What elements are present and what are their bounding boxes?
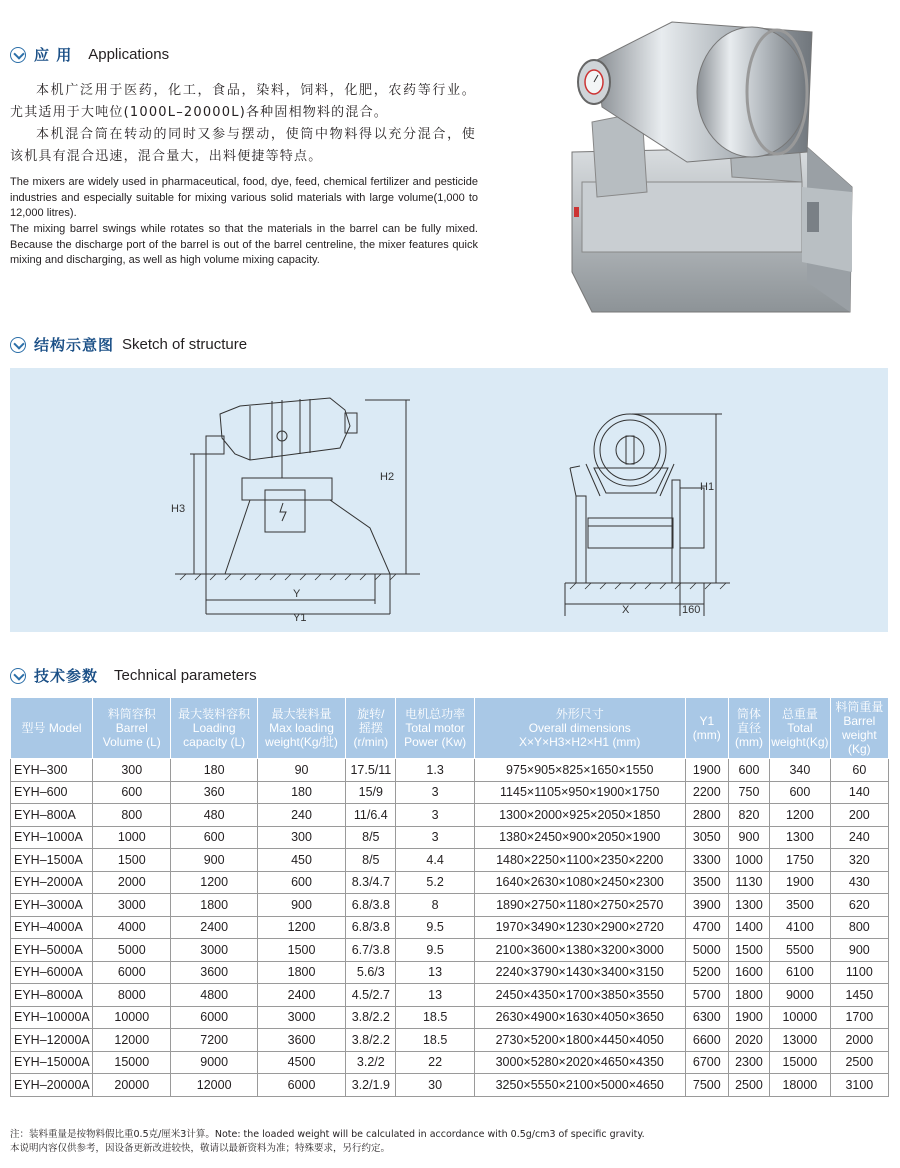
table-row [11, 894, 889, 917]
model-cell: EYH–300 [11, 759, 93, 782]
table-cell: 3.2/1.9 [346, 1074, 396, 1097]
column-header-line: 料筒容积 [107, 707, 156, 721]
model-cell: EYH–3000A [11, 894, 93, 917]
table-cell: 90 [257, 759, 345, 782]
column-header-line: weight (Kg) [842, 728, 877, 756]
applications-cn-paragraph-2: 本机混合筒在转动的同时又参与摆动，使筒中物料得以充分混合，使该机具有混合迅速，混合量大，出料便捷等特点。 [10, 127, 476, 164]
table-cell: 3000×5280×2020×4650×4350 [474, 1051, 685, 1074]
table-row [11, 804, 889, 827]
table-cell: 3100 [830, 1074, 888, 1097]
column-header [257, 698, 345, 759]
table-cell: 4800 [171, 984, 257, 1007]
table-cell: 240 [257, 804, 345, 827]
applications-heading-cn: 应 用 [34, 46, 73, 64]
table-cell: 900 [257, 894, 345, 917]
table-row [11, 1074, 889, 1097]
table-cell: 20000 [93, 1074, 171, 1097]
model-cell: EYH–12000A [11, 1029, 93, 1052]
table-cell: 1970×3490×1230×2900×2720 [474, 916, 685, 939]
column-header [171, 698, 257, 759]
table-cell: 1800 [171, 894, 257, 917]
table-cell: 3000 [171, 939, 257, 962]
applications-heading-en: Applications [88, 46, 170, 63]
table-cell: 3600 [171, 961, 257, 984]
technical-parameters-table [10, 697, 889, 1097]
table-cell: 15000 [770, 1051, 831, 1074]
table-cell: 1600 [728, 961, 769, 984]
table-cell: 5200 [685, 961, 728, 984]
table-cell: 3600 [257, 1029, 345, 1052]
column-header-line: X×Y×H3×H2×H1 (mm) [519, 735, 641, 749]
technical-heading-cn: 技术参数 [34, 667, 99, 685]
table-cell: 340 [770, 759, 831, 782]
label-160: 160 [682, 604, 701, 616]
table-cell: 2000 [830, 1029, 888, 1052]
table-cell: 1130 [728, 871, 769, 894]
model-cell: EYH–2000A [11, 871, 93, 894]
table-header-row [11, 698, 889, 759]
table-cell: 11/6.4 [346, 804, 396, 827]
table-cell: 2300 [728, 1051, 769, 1074]
model-cell: EYH–6000A [11, 961, 93, 984]
applications-cn-paragraph-1: 本机广泛用于医药，化工，食品，染料，饲料，化肥，农药等行业。尤其适用于大吨位(1000L–20000L)各种固相物料的混合。 [10, 83, 476, 120]
table-cell: 3900 [685, 894, 728, 917]
table-cell: 4.4 [396, 849, 474, 872]
table-cell: 2000 [93, 871, 171, 894]
table-cell: 3.2/2 [346, 1051, 396, 1074]
model-cell: EYH–15000A [11, 1051, 93, 1074]
table-cell: 8.3/4.7 [346, 871, 396, 894]
table-cell: 3500 [685, 871, 728, 894]
section-check-icon [10, 47, 26, 63]
column-header-line: 最大装料容积 [178, 707, 251, 721]
table-cell: 480 [171, 804, 257, 827]
technical-heading [10, 665, 257, 686]
column-header-line: Total [787, 721, 813, 735]
column-header-line: 最大装料量 [271, 707, 332, 721]
model-cell: EYH–20000A [11, 1074, 93, 1097]
table-cell: 975×905×825×1650×1550 [474, 759, 685, 782]
column-header-line: Y1 [699, 714, 715, 728]
table-row [11, 849, 889, 872]
table-cell: 10000 [770, 1006, 831, 1029]
table-cell: 3250×5550×2100×5000×4650 [474, 1074, 685, 1097]
table-cell: 9000 [171, 1051, 257, 1074]
table-cell: 200 [830, 804, 888, 827]
label-x: X [622, 604, 630, 616]
model-cell: EYH–800A [11, 804, 93, 827]
table-cell: 2020 [728, 1029, 769, 1052]
table-cell: 9.5 [396, 916, 474, 939]
table-cell: 1480×2250×1100×2350×2200 [474, 849, 685, 872]
table-cell: 2200 [685, 781, 728, 804]
table-cell: 9.5 [396, 939, 474, 962]
table-cell: 12000 [93, 1029, 171, 1052]
column-header [396, 698, 474, 759]
table-cell: 600 [171, 826, 257, 849]
table-cell: 22 [396, 1051, 474, 1074]
model-cell: EYH–1500A [11, 849, 93, 872]
table-cell: 5.6/3 [346, 961, 396, 984]
table-cell: 13000 [770, 1029, 831, 1052]
table-row [11, 916, 889, 939]
table-cell: 180 [171, 759, 257, 782]
table-row [11, 781, 889, 804]
table-cell: 15000 [93, 1051, 171, 1074]
table-cell: 1145×1105×950×1900×1750 [474, 781, 685, 804]
table-cell: 2400 [257, 984, 345, 1007]
table-cell: 240 [830, 826, 888, 849]
table-cell: 750 [728, 781, 769, 804]
table-cell: 1400 [728, 916, 769, 939]
table-row [11, 939, 889, 962]
label-h2: H2 [380, 471, 395, 483]
table-row [11, 1029, 889, 1052]
table-cell: 620 [830, 894, 888, 917]
table-cell: 3 [396, 781, 474, 804]
table-row [11, 759, 889, 782]
column-header-line: 筒体 [736, 707, 761, 721]
table-cell: 3.8/2.2 [346, 1006, 396, 1029]
column-header-line: Max loading [269, 721, 334, 735]
table-cell: 6.8/3.8 [346, 916, 396, 939]
table-cell: 300 [257, 826, 345, 849]
table-cell: 4100 [770, 916, 831, 939]
column-header-line: 型号 Model [21, 721, 82, 735]
table-cell: 2400 [171, 916, 257, 939]
table-cell: 1200 [257, 916, 345, 939]
column-header [346, 698, 396, 759]
table-cell: 2800 [685, 804, 728, 827]
column-header-line: Power (Kw) [404, 735, 467, 749]
table-cell: 30 [396, 1074, 474, 1097]
table-cell: 6000 [257, 1074, 345, 1097]
table-row [11, 961, 889, 984]
table-cell: 3000 [93, 894, 171, 917]
table-cell: 2450×4350×1700×3850×3550 [474, 984, 685, 1007]
table-cell: 140 [830, 781, 888, 804]
table-cell: 4000 [93, 916, 171, 939]
column-header-line: (mm) [692, 728, 721, 742]
table-cell: 1750 [770, 849, 831, 872]
table-cell: 300 [93, 759, 171, 782]
table-cell: 3.8/2.2 [346, 1029, 396, 1052]
column-header [830, 698, 888, 759]
table-cell: 600 [728, 759, 769, 782]
model-cell: EYH–10000A [11, 1006, 93, 1029]
table-cell: 1900 [728, 1006, 769, 1029]
structure-sketch-panel [10, 368, 888, 632]
table-cell: 1900 [685, 759, 728, 782]
table-cell: 18000 [770, 1074, 831, 1097]
table-cell: 1450 [830, 984, 888, 1007]
table-cell: 4500 [257, 1051, 345, 1074]
table-cell: 1640×2630×1080×2450×2300 [474, 871, 685, 894]
table-cell: 2100×3600×1380×3200×3000 [474, 939, 685, 962]
table-cell: 6.8/3.8 [346, 894, 396, 917]
label-h3: H3 [171, 503, 186, 515]
table-cell: 13 [396, 961, 474, 984]
structure-drawing [10, 368, 888, 632]
column-header-line: Volume (L) [102, 735, 161, 749]
table-cell: 3 [396, 826, 474, 849]
table-cell: 60 [830, 759, 888, 782]
table-cell: 1380×2450×900×2050×1900 [474, 826, 685, 849]
column-header [770, 698, 831, 759]
table-cell: 820 [728, 804, 769, 827]
table-cell: 180 [257, 781, 345, 804]
structure-heading-cn: 结构示意图 [34, 336, 115, 354]
table-cell: 1500 [93, 849, 171, 872]
table-cell: 1800 [257, 961, 345, 984]
column-header-line: 直径 [736, 721, 761, 735]
column-header-line: 总重量 [781, 707, 818, 721]
table-cell: 600 [770, 781, 831, 804]
table-cell: 900 [830, 939, 888, 962]
table-row [11, 1051, 889, 1074]
table-cell: 1000 [728, 849, 769, 872]
mixer-machine-photo [552, 12, 892, 322]
model-cell: EYH–4000A [11, 916, 93, 939]
table-cell: 1300×2000×925×2050×1850 [474, 804, 685, 827]
table-row [11, 871, 889, 894]
table-cell: 450 [257, 849, 345, 872]
table-cell: 6.7/3.8 [346, 939, 396, 962]
table-cell: 1900 [770, 871, 831, 894]
table-cell: 1500 [728, 939, 769, 962]
column-header-line: 外形尺寸 [555, 707, 604, 721]
column-header-line: Total motor [405, 721, 465, 735]
table-cell: 7500 [685, 1074, 728, 1097]
table-cell: 600 [93, 781, 171, 804]
table-cell: 8/5 [346, 826, 396, 849]
table-cell: 4.5/2.7 [346, 984, 396, 1007]
table-cell: 18.5 [396, 1006, 474, 1029]
label-y1: Y1 [293, 612, 307, 624]
column-header [93, 698, 171, 759]
table-cell: 3000 [257, 1006, 345, 1029]
table-cell: 1700 [830, 1006, 888, 1029]
model-cell: EYH–8000A [11, 984, 93, 1007]
table-cell: 3 [396, 804, 474, 827]
table-cell: 4700 [685, 916, 728, 939]
model-cell: EYH–5000A [11, 939, 93, 962]
column-header [685, 698, 728, 759]
table-cell: 1200 [770, 804, 831, 827]
table-cell: 900 [728, 826, 769, 849]
table-cell: 6000 [93, 961, 171, 984]
table-cell: 5000 [685, 939, 728, 962]
table-cell: 6000 [171, 1006, 257, 1029]
table-row [11, 826, 889, 849]
applications-en-paragraph-2: The mixing barrel swings while rotates so that the materials in the barrel can be fully mixed. Because the discharge port of the barrel is out of the barrel centreline, the mixer features quick mixing and discharging, as well as high volume mixing capacity. [10, 223, 478, 266]
column-header-line: 料筒重量 [835, 700, 884, 714]
table-cell: 3050 [685, 826, 728, 849]
table-cell: 12000 [171, 1074, 257, 1097]
column-header-line: 摇摆 [358, 721, 383, 735]
footnote-line-2: 本说明内容仅供参考，因设备更新改进较快，敬请以最新资料为准；特殊要求，另行约定。 [10, 1143, 391, 1154]
table-cell: 2500 [728, 1074, 769, 1097]
table-cell: 2630×4900×1630×4050×3650 [474, 1006, 685, 1029]
column-header-line: Overall dimensions [528, 721, 631, 735]
table-cell: 3500 [770, 894, 831, 917]
table-cell: 7200 [171, 1029, 257, 1052]
column-header [11, 698, 93, 759]
table-cell: 9000 [770, 984, 831, 1007]
column-header [728, 698, 769, 759]
table-cell: 800 [93, 804, 171, 827]
table-cell: 13 [396, 984, 474, 1007]
table-cell: 1300 [728, 894, 769, 917]
column-header-line: weight(Kg/批) [265, 735, 338, 749]
table-cell: 8000 [93, 984, 171, 1007]
model-cell: EYH–1000A [11, 826, 93, 849]
table-cell: 18.5 [396, 1029, 474, 1052]
table-cell: 320 [830, 849, 888, 872]
label-h1: H1 [700, 481, 715, 493]
column-header-line: 旋转/ [357, 707, 385, 721]
structure-heading-en: Sketch of structure [122, 336, 248, 353]
table-cell: 8/5 [346, 849, 396, 872]
table-cell: 3300 [685, 849, 728, 872]
table-cell: 17.5/11 [346, 759, 396, 782]
section-check-icon [10, 668, 26, 684]
table-cell: 5700 [685, 984, 728, 1007]
structure-heading [10, 334, 247, 355]
column-header-line: 电机总功率 [405, 707, 466, 721]
table-cell: 8 [396, 894, 474, 917]
column-header-line: Loading [192, 721, 236, 735]
table-cell: 6600 [685, 1029, 728, 1052]
table-cell: 1500 [257, 939, 345, 962]
table-cell: 900 [171, 849, 257, 872]
table-cell: 5.2 [396, 871, 474, 894]
table-cell: 2730×5200×1800×4450×4050 [474, 1029, 685, 1052]
table-row [11, 1006, 889, 1029]
table-cell: 2500 [830, 1051, 888, 1074]
table-cell: 1.3 [396, 759, 474, 782]
technical-heading-en: Technical parameters [114, 667, 257, 684]
table-cell: 6700 [685, 1051, 728, 1074]
table-cell: 6300 [685, 1006, 728, 1029]
table-cell: 10000 [93, 1006, 171, 1029]
label-y: Y [293, 588, 301, 600]
table-cell: 5000 [93, 939, 171, 962]
column-header [474, 698, 685, 759]
table-cell: 360 [171, 781, 257, 804]
table-cell: 1300 [770, 826, 831, 849]
footnote [10, 1128, 645, 1156]
table-cell: 1200 [171, 871, 257, 894]
table-cell: 1100 [830, 961, 888, 984]
column-header-line: (mm) [734, 735, 763, 749]
applications-en-paragraph-1: The mixers are widely used in pharmaceutical, food, dye, feed, chemical fertilizer and pesticide industries and especially suitable for mixing various solid materials with large volume(1,000 to 12,000 litres). [10, 176, 478, 219]
column-header-line: Barrel [115, 721, 148, 735]
table-cell: 5500 [770, 939, 831, 962]
table-cell: 600 [257, 871, 345, 894]
table-cell: 430 [830, 871, 888, 894]
table-cell: 1800 [728, 984, 769, 1007]
column-header-line: weight(Kg) [771, 735, 829, 749]
column-header-line: Barrel [843, 714, 876, 728]
column-header-line: capacity (L) [183, 735, 246, 749]
table-cell: 6100 [770, 961, 831, 984]
table-cell: 15/9 [346, 781, 396, 804]
table-cell: 1000 [93, 826, 171, 849]
table-cell: 2240×3790×1430×3400×3150 [474, 961, 685, 984]
model-cell: EYH–600 [11, 781, 93, 804]
table-cell: 800 [830, 916, 888, 939]
section-check-icon [10, 337, 26, 353]
table-cell: 1890×2750×1180×2750×2570 [474, 894, 685, 917]
column-header-line: (r/min) [353, 735, 389, 749]
footnote-line-1: 注：装料重量是按物料假比重0.5克/厘米3计算。Note: the loaded weight will be calculated in accordance with 0.5g/cm3 of specific gravity. [10, 1129, 645, 1140]
table-row [11, 984, 889, 1007]
applications-heading [10, 44, 169, 65]
